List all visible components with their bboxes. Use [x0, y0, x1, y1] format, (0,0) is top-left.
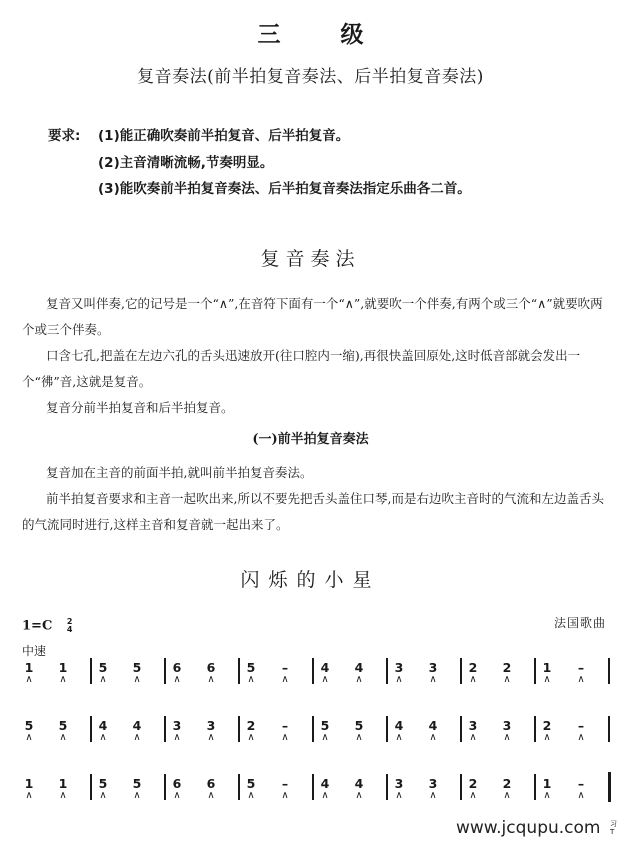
- note-value: 5: [58, 718, 68, 733]
- accent-mark-icon: ∧: [99, 790, 107, 801]
- note-value: 3: [428, 660, 438, 675]
- accent-mark-icon: ∧: [25, 790, 33, 801]
- barline: [386, 774, 388, 800]
- note: [426, 718, 440, 742]
- note-value: 2: [542, 718, 552, 733]
- section-paragraph-1: [22, 291, 612, 343]
- accent-mark-icon: ∧: [503, 732, 511, 743]
- watermark-mark: [610, 820, 617, 836]
- accent-mark-icon: ∧: [247, 674, 255, 685]
- note-value: 1: [24, 776, 34, 791]
- note-value: –: [577, 718, 585, 733]
- note-value: 5: [320, 718, 330, 733]
- accent-mark-icon: ∧: [173, 732, 181, 743]
- accent-mark-icon: ∧: [247, 790, 255, 801]
- note: [170, 776, 184, 800]
- note: [392, 718, 406, 742]
- barline: [460, 716, 462, 742]
- accent-mark-icon: ∧: [207, 790, 215, 801]
- note: [244, 660, 258, 684]
- note-value: –: [577, 776, 585, 791]
- note-value: –: [577, 660, 585, 675]
- subsection-paragraph-1: [22, 460, 612, 486]
- accent-mark-icon: ∧: [281, 790, 289, 801]
- song-title: 闪烁的小星: [240, 569, 381, 591]
- accent-mark-icon: ∧: [469, 732, 477, 743]
- note: [392, 660, 406, 684]
- time-signature-top: 2: [66, 617, 73, 626]
- requirement-item-1: (1)能正确吹奏前半拍复音、后半拍复音。: [98, 128, 350, 144]
- accent-mark-icon: ∧: [395, 674, 403, 685]
- accent-mark-icon: ∧: [173, 674, 181, 685]
- note: [318, 660, 332, 684]
- key-text: 1=C: [22, 618, 53, 634]
- note-value: 5: [132, 660, 142, 675]
- note-value: 3: [206, 718, 216, 733]
- accent-mark-icon: ∧: [355, 790, 363, 801]
- accent-mark-icon: ∧: [59, 732, 67, 743]
- accent-mark-icon: ∧: [429, 732, 437, 743]
- barline: [608, 716, 610, 742]
- note: [96, 718, 110, 742]
- barline: [238, 774, 240, 800]
- composer-credit: 法国歌曲: [554, 616, 607, 630]
- note: [574, 660, 588, 684]
- accent-mark-icon: ∧: [133, 732, 141, 743]
- accent-mark-icon: ∧: [543, 732, 551, 743]
- barline: [238, 658, 240, 684]
- note-value: 4: [320, 776, 330, 791]
- note-value: 4: [354, 660, 364, 675]
- note-value: 5: [132, 776, 142, 791]
- accent-mark-icon: ∧: [503, 790, 511, 801]
- note: [352, 718, 366, 742]
- note: [56, 718, 70, 742]
- accent-mark-icon: ∧: [133, 790, 141, 801]
- note-value: 1: [542, 776, 552, 791]
- accent-mark-icon: ∧: [503, 674, 511, 685]
- note: [22, 718, 36, 742]
- note: [278, 718, 292, 742]
- accent-mark-icon: ∧: [25, 732, 33, 743]
- note-value: –: [281, 660, 289, 675]
- final-barline: [608, 772, 611, 802]
- accent-mark-icon: ∧: [395, 790, 403, 801]
- time-signature-bottom: 4: [66, 625, 73, 634]
- watermark-text: www.jcqupu.com: [456, 818, 601, 838]
- note: [318, 718, 332, 742]
- accent-mark-icon: ∧: [355, 732, 363, 743]
- note: [278, 776, 292, 800]
- page-subtitle: 复音奏法(前半拍复音奏法、后半拍复音奏法): [137, 67, 484, 87]
- note: [56, 660, 70, 684]
- requirement-item-2: (2)主音清晰流畅,节奏明显。: [98, 155, 274, 171]
- note-value: 5: [354, 718, 364, 733]
- note: [204, 776, 218, 800]
- accent-mark-icon: ∧: [207, 674, 215, 685]
- note: [466, 718, 480, 742]
- level-title: [0, 16, 621, 49]
- note: [466, 776, 480, 800]
- note: [170, 718, 184, 742]
- accent-mark-icon: ∧: [25, 674, 33, 685]
- note: [352, 660, 366, 684]
- barline: [90, 774, 92, 800]
- note: [204, 660, 218, 684]
- note-value: 4: [132, 718, 142, 733]
- barline: [164, 774, 166, 800]
- note: [130, 660, 144, 684]
- note-value: 4: [98, 718, 108, 733]
- section-paragraph-3: [22, 395, 612, 421]
- barline: [90, 716, 92, 742]
- paragraph-text: 前半拍复音要求和主音一起吹出来,所以不要先把舌头盖住口琴,而是右边吹主音时的气流和左边盖舌头的气流同时进行,这样主音和复音就一起出来了。: [22, 491, 604, 532]
- barline: [534, 658, 536, 684]
- note-value: 6: [172, 776, 182, 791]
- note-value: 1: [58, 776, 68, 791]
- accent-mark-icon: ∧: [355, 674, 363, 685]
- note: [426, 660, 440, 684]
- accent-mark-icon: ∧: [577, 790, 585, 801]
- tempo-marking: 中速: [22, 644, 47, 658]
- note: [170, 660, 184, 684]
- note-value: 3: [502, 718, 512, 733]
- subsection-title: (一)前半拍复音奏法: [252, 432, 369, 447]
- note-value: 3: [394, 776, 404, 791]
- note-value: 5: [98, 776, 108, 791]
- note: [352, 776, 366, 800]
- note: [466, 660, 480, 684]
- notation-row: [0, 718, 621, 768]
- note: [130, 776, 144, 800]
- note-value: 3: [172, 718, 182, 733]
- paragraph-text: 复音加在主音的前面半拍,就叫前半拍复音奏法。: [46, 465, 313, 480]
- note: [426, 776, 440, 800]
- barline: [312, 774, 314, 800]
- note-value: 5: [24, 718, 34, 733]
- note-value: 4: [394, 718, 404, 733]
- note: [96, 660, 110, 684]
- section-title: 复音奏法: [260, 248, 361, 270]
- time-signature: [67, 618, 73, 634]
- note-value: –: [281, 776, 289, 791]
- note: [574, 776, 588, 800]
- note-value: 4: [320, 660, 330, 675]
- accent-mark-icon: ∧: [99, 732, 107, 743]
- watermark-mark-top: 习: [610, 820, 617, 828]
- note: [244, 718, 258, 742]
- barline: [312, 716, 314, 742]
- note: [500, 660, 514, 684]
- note-value: 2: [502, 776, 512, 791]
- note-value: 3: [468, 718, 478, 733]
- accent-mark-icon: ∧: [59, 790, 67, 801]
- note-value: 4: [428, 718, 438, 733]
- paragraph-text: 复音分前半拍复音和后半拍复音。: [46, 400, 234, 415]
- accent-mark-icon: ∧: [321, 674, 329, 685]
- note: [96, 776, 110, 800]
- accent-mark-icon: ∧: [247, 732, 255, 743]
- accent-mark-icon: ∧: [469, 674, 477, 685]
- note-value: 1: [58, 660, 68, 675]
- barline: [90, 658, 92, 684]
- accent-mark-icon: ∧: [577, 732, 585, 743]
- note: [22, 776, 36, 800]
- note-value: 4: [354, 776, 364, 791]
- key-signature: [22, 618, 72, 634]
- barline: [534, 716, 536, 742]
- note-value: –: [281, 718, 289, 733]
- accent-mark-icon: ∧: [133, 674, 141, 685]
- accent-mark-icon: ∧: [395, 732, 403, 743]
- accent-mark-icon: ∧: [281, 674, 289, 685]
- note-value: 6: [172, 660, 182, 675]
- note: [130, 718, 144, 742]
- note: [244, 776, 258, 800]
- note: [318, 776, 332, 800]
- accent-mark-icon: ∧: [543, 790, 551, 801]
- note-value: 5: [246, 660, 256, 675]
- barline: [608, 658, 610, 684]
- note-value: 3: [428, 776, 438, 791]
- note: [540, 718, 554, 742]
- note: [540, 660, 554, 684]
- note-value: 5: [98, 660, 108, 675]
- accent-mark-icon: ∧: [99, 674, 107, 685]
- accent-mark-icon: ∧: [429, 790, 437, 801]
- note: [56, 776, 70, 800]
- note-value: 1: [24, 660, 34, 675]
- note-value: 6: [206, 660, 216, 675]
- barline: [460, 774, 462, 800]
- barline: [312, 658, 314, 684]
- notation-row: [0, 660, 621, 710]
- section-paragraph-2: [22, 343, 612, 395]
- note-value: 3: [394, 660, 404, 675]
- accent-mark-icon: ∧: [321, 790, 329, 801]
- note: [540, 776, 554, 800]
- note: [22, 660, 36, 684]
- level-title-char-2: 级: [340, 22, 364, 48]
- note: [500, 718, 514, 742]
- accent-mark-icon: ∧: [543, 674, 551, 685]
- note-value: 5: [246, 776, 256, 791]
- note-value: 1: [542, 660, 552, 675]
- level-title-char-1: 三: [257, 22, 281, 48]
- accent-mark-icon: ∧: [59, 674, 67, 685]
- note: [278, 660, 292, 684]
- accent-mark-icon: ∧: [173, 790, 181, 801]
- barline: [164, 658, 166, 684]
- accent-mark-icon: ∧: [321, 732, 329, 743]
- requirements-label: 要求:: [48, 128, 81, 144]
- note: [204, 718, 218, 742]
- paragraph-text: 口含七孔,把盖在左边六孔的舌头迅速放开(往口腔内一缩),再很快盖回原处,这时低音部就会发出一个“彿”音,这就是复音。: [22, 348, 581, 389]
- accent-mark-icon: ∧: [577, 674, 585, 685]
- barline: [534, 774, 536, 800]
- note-value: 6: [206, 776, 216, 791]
- watermark-mark-bottom: T: [610, 828, 615, 836]
- note-value: 2: [468, 776, 478, 791]
- barline: [386, 716, 388, 742]
- note: [500, 776, 514, 800]
- barline: [164, 716, 166, 742]
- note: [574, 718, 588, 742]
- barline: [238, 716, 240, 742]
- accent-mark-icon: ∧: [281, 732, 289, 743]
- note-value: 2: [502, 660, 512, 675]
- accent-mark-icon: ∧: [207, 732, 215, 743]
- barline: [460, 658, 462, 684]
- requirement-item-3: (3)能吹奏前半拍复音奏法、后半拍复音奏法指定乐曲各二首。: [98, 181, 471, 197]
- paragraph-text: 复音又叫伴奏,它的记号是一个“∧”,在音符下面有一个“∧”,就要吹一个伴奏,有两个或三个“∧”就要吹两个或三个伴奏。: [22, 296, 603, 337]
- subsection-paragraph-2: [22, 486, 612, 538]
- accent-mark-icon: ∧: [429, 674, 437, 685]
- note-value: 2: [246, 718, 256, 733]
- accent-mark-icon: ∧: [469, 790, 477, 801]
- note-value: 2: [468, 660, 478, 675]
- note: [392, 776, 406, 800]
- barline: [386, 658, 388, 684]
